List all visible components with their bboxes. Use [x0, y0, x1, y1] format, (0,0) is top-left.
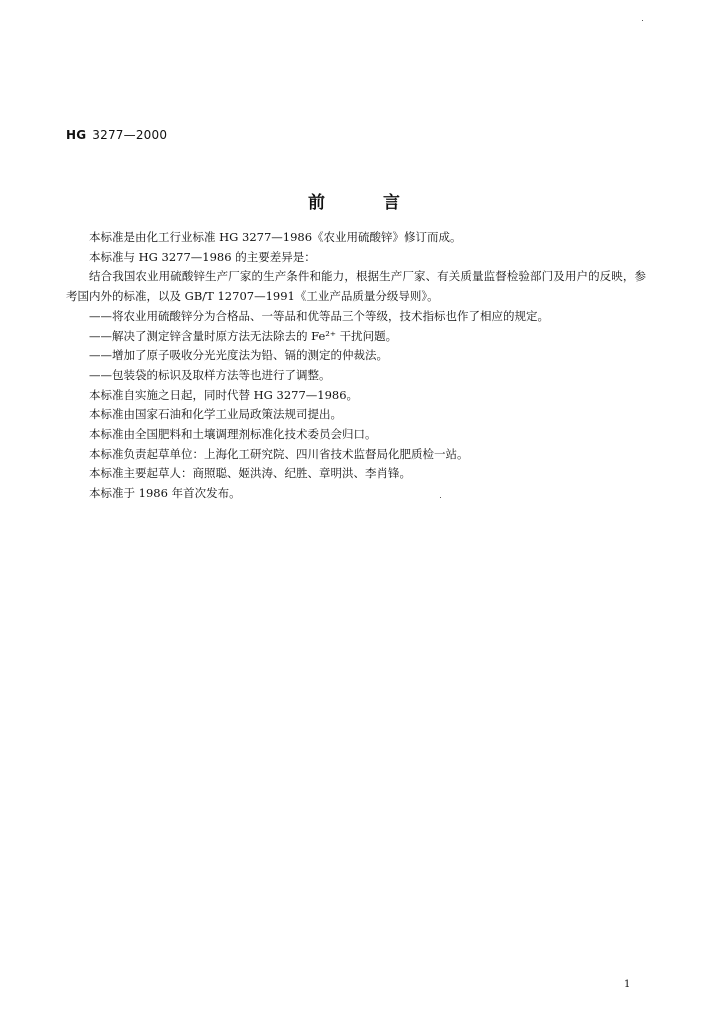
- paragraph: 本标准负责起草单位：上海化工研究院、四川省技术监督局化肥质检一站。: [89, 446, 469, 461]
- foreword-body: [66, 228, 646, 504]
- list-item: ——增加了原子吸收分光光度法为铅、镉的测定的仲裁法。: [89, 348, 388, 363]
- paragraph: 本标准于 1986 年首次发布。: [89, 486, 241, 501]
- scan-speck: [440, 497, 441, 498]
- list-item: ——将农业用硫酸锌分为合格品、一等品和优等品三个等级，技术指标也作了相应的规定。: [89, 308, 549, 323]
- paragraph: 结合我国农业用硫酸锌生产厂家的生产条件和能力，根据生产厂家、有关质量监督检验部门及用户的反映，参考国内外的标准，以及 GB/T 12707—1991《工业产品质量分级导则》。: [66, 269, 646, 304]
- paragraph: 本标准是由化工行业标准 HG 3277—1986《农业用硫酸锌》修订而成。: [89, 230, 462, 244]
- standard-code-prefix: HG: [66, 128, 87, 142]
- list-item: ——解决了测定锌含量时原方法无法除去的 Fe²⁺ 干扰问题。: [89, 328, 398, 343]
- list-item: ——包装袋的标识及取样方法等也进行了调整。: [89, 367, 331, 382]
- scan-speck: [642, 20, 643, 21]
- paragraph: 本标准主要起草人：商照聪、姬洪涛、纪胜、章明洪、李肖锋。: [89, 466, 411, 481]
- paragraph: 本标准与 HG 3277—1986 的主要差异是：: [89, 249, 316, 264]
- paragraph: 本标准由国家石油和化学工业局政策法规司提出。: [89, 407, 342, 422]
- standard-code-number: 3277—2000: [92, 128, 168, 142]
- page-number: 1: [624, 979, 631, 990]
- paragraph: 本标准自实施之日起，同时代替 HG 3277—1986。: [89, 387, 359, 402]
- paragraph: 本标准由全国肥料和土壤调理剂标准化技术委员会归口。: [89, 427, 377, 442]
- page-title: 前言: [308, 193, 458, 213]
- standard-code: [66, 128, 167, 142]
